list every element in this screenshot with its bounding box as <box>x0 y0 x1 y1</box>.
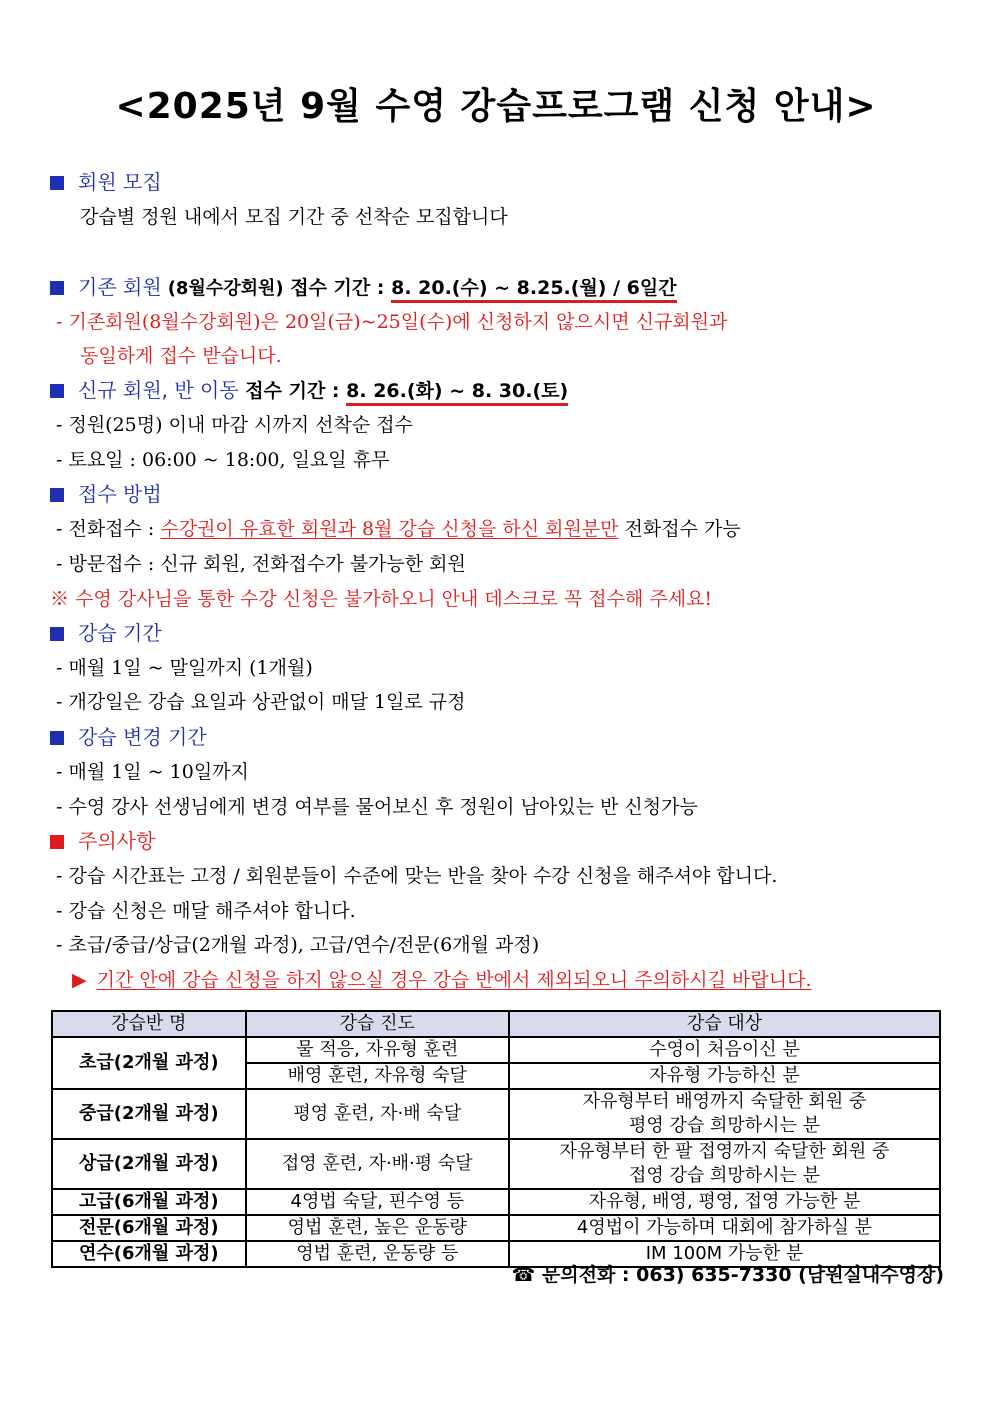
bullet-square-icon <box>50 384 64 398</box>
course-target: 수영이 처음이신 분 <box>509 1037 940 1063</box>
existing-heading: 기존 회원 (8월수강회원) 접수 기간 : 8. 20.(수) ~ 8.25.(월) / 6일간 <box>50 273 677 301</box>
course-name: 연수(6개월 과정) <box>52 1241 246 1267</box>
existing-note-1: - 기존회원(8월수강회원)은 20일(금)~25일(수)에 신청하지 않으시면 신규회원과 <box>56 311 728 333</box>
course-target: 자유형부터 배영까지 숙달한 회원 중 평영 강습 희망하시는 분 <box>509 1089 940 1139</box>
course-target: IM 100M 가능한 분 <box>509 1241 940 1267</box>
course-progress: 영법 훈련, 높은 운동량 <box>246 1215 509 1241</box>
table-row <box>52 1037 940 1063</box>
course-name: 중급(2개월 과정) <box>52 1089 246 1139</box>
contact-info <box>512 1260 944 1287</box>
table-row <box>52 1139 940 1189</box>
bullet-square-icon <box>50 835 64 849</box>
bullet-square-icon <box>50 281 64 295</box>
course-name: 상급(2개월 과정) <box>52 1139 246 1189</box>
table-row <box>52 1089 940 1139</box>
period-line-2: - 개강일은 강습 요일과 상관없이 매달 1일로 규정 <box>56 691 466 713</box>
course-progress: 물 적응, 자유형 훈련 <box>246 1037 509 1063</box>
table-row <box>52 1215 940 1241</box>
method-heading: 접수 방법 <box>50 480 162 508</box>
new-line-2: - 토요일 : 06:00 ~ 18:00, 일요일 휴무 <box>56 449 390 471</box>
caution-line-2: - 강습 신청은 매달 해주셔야 합니다. <box>56 900 356 922</box>
page-title: <2025년 9월 수영 강습프로그램 신청 안내> <box>115 86 877 127</box>
period-heading: 강습 기간 <box>50 619 162 647</box>
caution-line-3: - 초급/중급/상급(2개월 과정), 고급/연수/전문(6개월 과정) <box>56 934 540 956</box>
bullet-square-icon <box>50 627 64 641</box>
recruit-heading: 회원 모집 <box>50 168 162 196</box>
bullet-square-icon <box>50 731 64 745</box>
course-progress: 평영 훈련, 자·배 숙달 <box>246 1089 509 1139</box>
change-heading: 강습 변경 기간 <box>50 723 207 751</box>
change-line-2: - 수영 강사 선생님에게 변경 여부를 물어보신 후 정원이 남아있는 반 신청가능 <box>56 796 698 818</box>
course-target: 자유형, 배영, 평영, 접영 가능한 분 <box>509 1189 940 1215</box>
table-row <box>52 1189 940 1215</box>
period-line-1: - 매월 1일 ~ 말일까지 (1개월) <box>56 657 313 679</box>
course-target: 자유형부터 한 팔 접영까지 숙달한 회원 중 접영 강습 희망하시는 분 <box>509 1139 940 1189</box>
course-target: 자유형 가능하신 분 <box>509 1063 940 1089</box>
course-table <box>51 1010 941 1268</box>
table-header: 강습 진도 <box>246 1011 509 1037</box>
bullet-square-icon <box>50 176 64 190</box>
course-progress: 4영법 숙달, 핀수영 등 <box>246 1189 509 1215</box>
course-name: 초급(2개월 과정) <box>52 1037 246 1089</box>
contact-text: 문의전화 : 063) 635-7330 (남원실내수영장) <box>541 1264 944 1286</box>
method-phone: - 전화접수 : 수강권이 유효한 회원과 8월 강습 신청을 하신 회원분만 전화접수 가능 <box>56 518 741 540</box>
method-visit: - 방문접수 : 신규 회원, 전화접수가 불가능한 회원 <box>56 553 466 575</box>
caution-line-4: ▶ 기간 안에 강습 신청을 하지 않으실 경우 강습 반에서 제외되오니 주의하시길 바랍니다. <box>72 969 812 991</box>
phone-icon: ☎ <box>511 1264 536 1286</box>
triangle-right-icon: ▶ <box>72 969 87 991</box>
table-header: 강습반 명 <box>52 1011 246 1037</box>
recruit-body: 강습별 정원 내에서 모집 기간 중 선착순 모집합니다 <box>80 206 508 228</box>
table-header-row <box>52 1011 940 1037</box>
table-header: 강습 대상 <box>509 1011 940 1037</box>
caution-heading: 주의사항 <box>50 827 155 855</box>
course-target: 4영법이 가능하며 대회에 참가하실 분 <box>509 1215 940 1241</box>
course-name: 고급(6개월 과정) <box>52 1189 246 1215</box>
existing-period: 8. 20.(수) ~ 8.25.(월) / 6일간 <box>391 277 677 303</box>
existing-note-2: 동일하게 접수 받습니다. <box>80 345 282 367</box>
caution-line-1: - 강습 시간표는 고정 / 회원분들이 수준에 맞는 반을 찾아 수강 신청을 해주셔야 합니다. <box>56 865 778 887</box>
course-name: 전문(6개월 과정) <box>52 1215 246 1241</box>
new-line-1: - 정원(25명) 이내 마감 시까지 선착순 접수 <box>56 414 413 436</box>
new-period: 8. 26.(화) ~ 8. 30.(토) <box>346 380 568 406</box>
method-warning: ※ 수영 강사님을 통한 수강 신청은 불가하오니 안내 데스크로 꼭 접수해 주세요! <box>50 588 713 610</box>
change-line-1: - 매월 1일 ~ 10일까지 <box>56 761 249 783</box>
course-progress: 영법 훈련, 운동량 등 <box>246 1241 509 1267</box>
course-progress: 배영 훈련, 자유형 숙달 <box>246 1063 509 1089</box>
new-heading: 신규 회원, 반 이동 접수 기간 : 8. 26.(화) ~ 8. 30.(토) <box>50 376 568 404</box>
bullet-square-icon <box>50 488 64 502</box>
course-progress: 접영 훈련, 자·배·평 숙달 <box>246 1139 509 1189</box>
